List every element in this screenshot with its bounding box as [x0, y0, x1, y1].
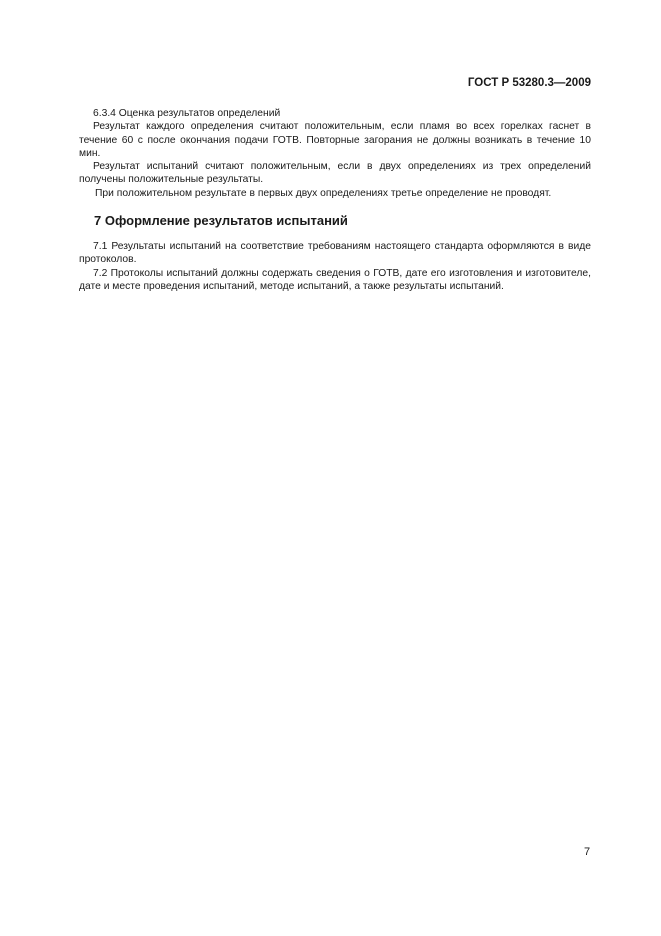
paragraph: Результат испытаний считают положительным, если в двух определениях из трех определений получены положительные результаты. — [79, 161, 591, 186]
paragraph: При положительном результате в первых двух определениях третье определение не проводят. — [95, 187, 552, 199]
section-6-3-4 — [79, 107, 591, 200]
page-number: 7 — [584, 846, 591, 858]
paragraph: 7.1 Результаты испытаний на соответствие требованиям настоящего стандарта оформляются в виде протоколов. — [79, 241, 591, 266]
paragraph: Результат каждого определения считают положительным, если пламя во всех горелках гаснет в течение 60 с после окончания подачи ГОТВ. Повторные загорания не должны возникать в течение 10 мин. — [79, 121, 591, 159]
paragraph: 7.2 Протоколы испытаний должны содержать сведения о ГОТВ, дате его изготовления и изготовителе, дате и месте проведения испытаний, методе испытаний, а также результаты испытаний. — [79, 267, 591, 292]
section-title: 7 Оформление результатов испытаний — [94, 213, 348, 228]
section-7 — [79, 240, 591, 293]
document-header: ГОСТ Р 53280.3—2009 — [467, 77, 591, 89]
subsection-title: 6.3.4 Оценка результатов определений — [93, 108, 281, 119]
